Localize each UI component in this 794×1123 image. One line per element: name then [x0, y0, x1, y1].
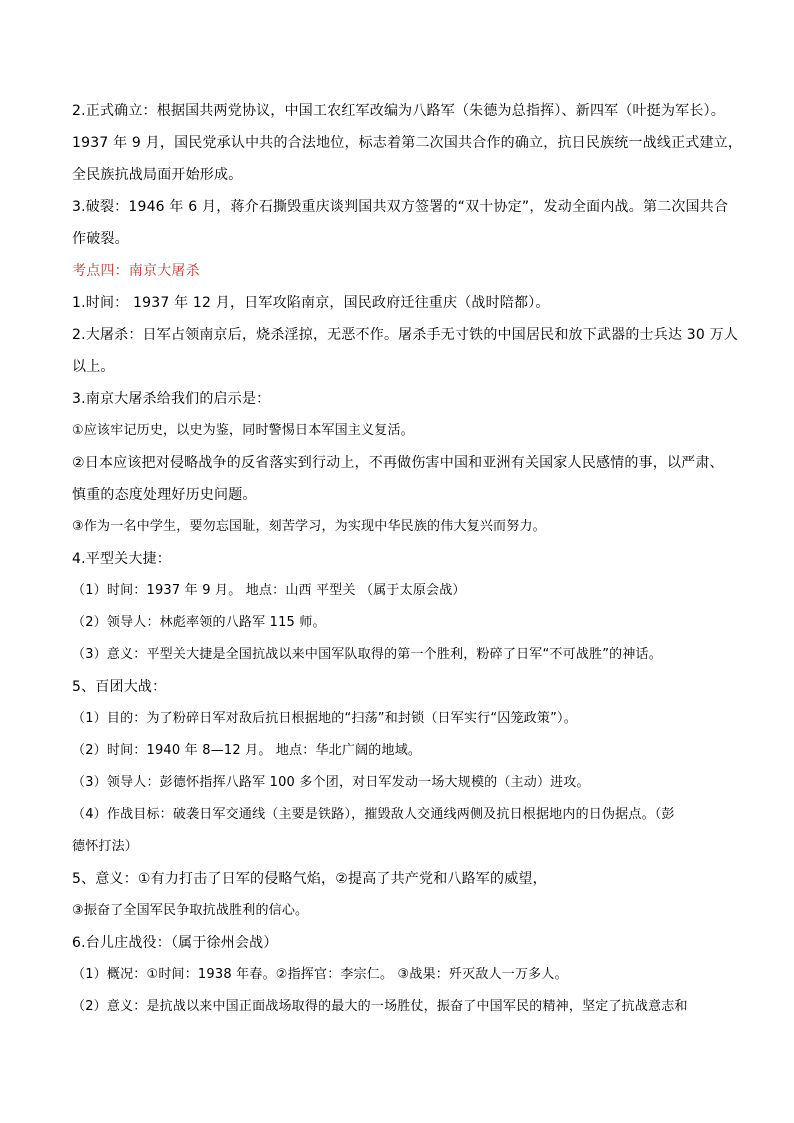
text-line: （3）领导人：彭德怀指挥八路军 100 多个团，对日军发动一场大规模的（主动）进攻。: [72, 775, 590, 790]
text-line: ②日本应该把对侵略战争的反省落实到行动上，不再做伤害中国和亚洲有关国家人民感情的事，以严肃、: [72, 455, 724, 471]
text-line: ③振奋了全国军民争取抗战胜利的信心。: [72, 903, 309, 918]
text-line: 作破裂。: [72, 231, 129, 247]
text-line: 5、意义：①有力打击了日军的侵略气焰，②提高了共产党和八路军的威望，: [72, 871, 547, 887]
text-line: 全民族抗战局面开始形成。: [72, 167, 243, 183]
text-line: 3.破裂：1946 年 6 月，蒋介石撕毁重庆谈判国共双方签署的“双十协定”，发动全面内战。第二次国共合: [72, 199, 729, 215]
text-line: 3.南京大屠杀给我们的启示是：: [72, 391, 271, 407]
text-line: （2）意义：是抗战以来中国正面战场取得的最大的一场胜仗，振奋了中国军民的精神，坚定了抗战意志和: [72, 999, 688, 1014]
section-heading: 考点四：南京大屠杀: [72, 263, 200, 279]
text-line: ③作为一名中学生，要勿忘国耻，刻苦学习，为实现中华民族的伟大复兴而努力。: [72, 519, 546, 534]
text-line: （2）时间：1940 年 8—12 月。 地点：华北广阔的地域。: [72, 743, 422, 758]
text-line: 以上。: [72, 359, 115, 375]
text-line: 2.正式确立：根据国共两党协议，中国工农红军改编为八路军（朱德为总指挥）、新四军（叶挺为军长）。: [72, 103, 725, 119]
text-line: 5、百团大战：: [72, 679, 167, 695]
text-line: （2）领导人：林彪率领的八路军 115 师。: [72, 615, 326, 630]
text-line: （1）目的：为了粉碎日军对敌后抗日根据地的“扫荡”和封锁（日军实行“囚笼政策”）。: [72, 711, 577, 726]
text-line: 2.大屠杀：日军占领南京后，烧杀淫掠，无恶不作。屠杀手无寸铁的中国居民和放下武器的士兵达 30 万人: [72, 327, 739, 343]
text-line: 1.时间： 1937 年 12 月，日军攻陷南京，国民政府迁往重庆（战时陪都）。: [72, 295, 550, 311]
text-line: ①应该牢记历史，以史为鉴，同时警惕日本军国主义复活。: [72, 423, 414, 438]
text-line: 慎重的态度处理好历史问题。: [72, 487, 257, 503]
text-line: 4.平型关大捷：: [72, 551, 171, 567]
text-line: 1937 年 9 月，国民党承认中共的合法地位，标志着第二次国共合作的确立，抗日民族统一战线正式建立，: [72, 135, 743, 151]
text-line: （1）时间：1937 年 9 月。 地点：山西 平型关 （属于太原会战）: [72, 583, 466, 598]
text-line: 6.台儿庄战役：（属于徐州会战）: [72, 935, 278, 951]
text-line: 德怀打法）: [72, 839, 139, 854]
text-line: （4）作战目标：破袭日军交通线（主要是铁路），摧毁敌人交通线两侧及抗日根据地内的日伪据点。（彭: [72, 807, 675, 822]
text-line: （1）概况：①时间：1938 年春。②指挥官：李宗仁。 ③战果：歼灭敌人一万多人。: [72, 967, 568, 982]
text-line: （3）意义：平型关大捷是全国抗战以来中国军队取得的第一个胜利，粉碎了日军“不可战胜”的神话。: [72, 647, 662, 662]
